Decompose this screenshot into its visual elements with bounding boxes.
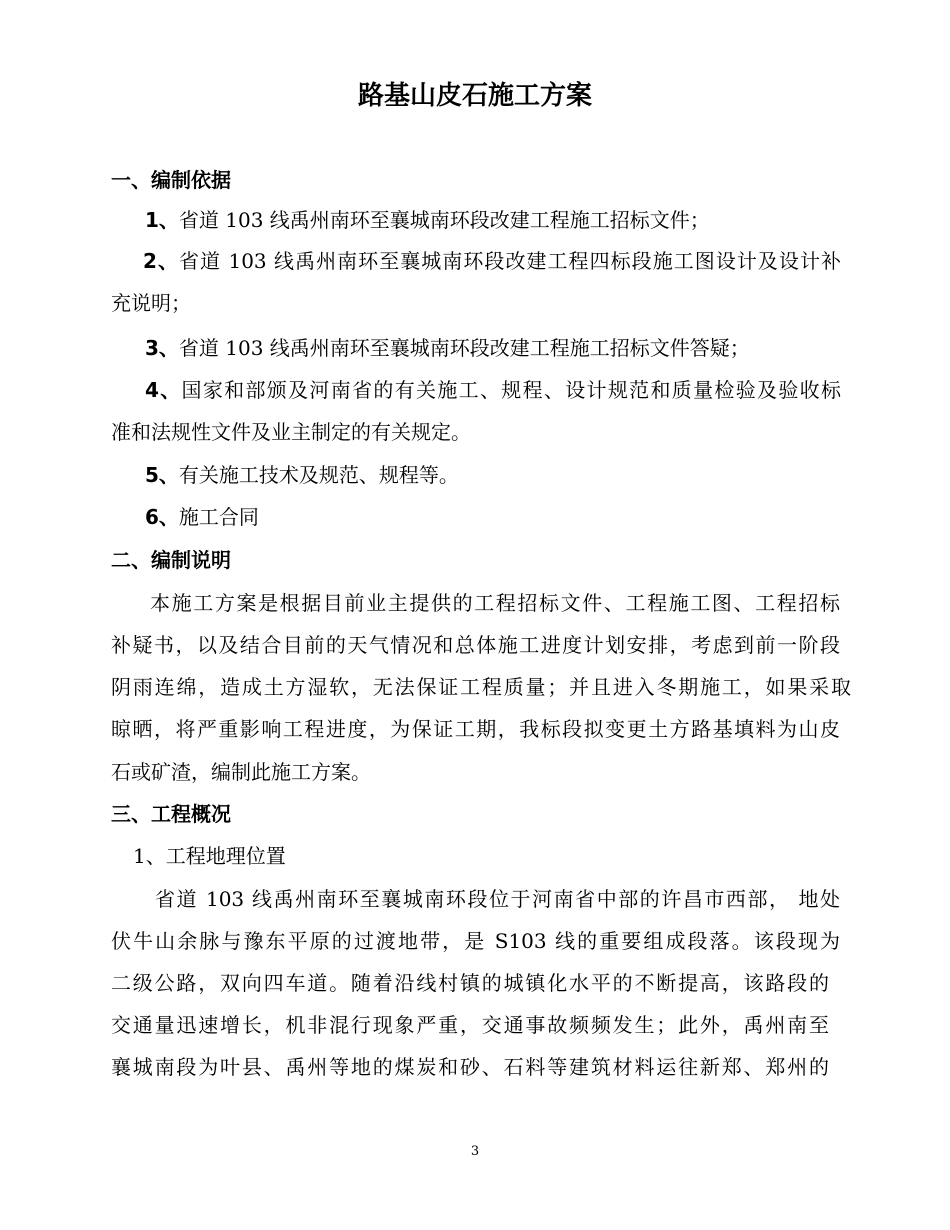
list-item-text: 省道 103 线禹州南环至襄城南环段改建工程四标段施工图设计及设计补 — [179, 249, 842, 273]
paragraph-line: 补疑书，以及结合目前的天气情况和总体施工进度计划安排，考虑到前一阶段 — [111, 633, 840, 657]
paragraph-line: 伏牛山余脉与豫东平原的过渡地带，是 S103 线的重要组成段落。该段现为 — [111, 929, 840, 953]
paragraph-line: 交通量迅速增长，机非混行现象严重，交通事故频频发生；此外，禹州南至 — [111, 1013, 829, 1037]
section-heading-3: 三、工程概况 — [111, 802, 231, 826]
list-item-number: 4、 — [145, 378, 182, 402]
paragraph-line: 襄城南段为叶县、禹州等地的煤炭和砂、石料等建筑材料运往新郑、郑州的 — [111, 1055, 829, 1079]
section-heading-2: 二、编制说明 — [111, 548, 231, 572]
list-item-number: 5、 — [145, 463, 179, 487]
paragraph-line: 省道 103 线禹州南环至襄城南环段位于河南省中部的许昌市西部， 地处 — [155, 887, 840, 911]
list-item-number: 2、 — [143, 249, 179, 273]
subsection-heading: 1、工程地理位置 — [133, 844, 286, 868]
list-item-number: 3、 — [145, 336, 179, 360]
paragraph-line: 石或矿渣，编制此施工方案。 — [111, 760, 371, 784]
document-title: 路基山皮石施工方案 — [357, 81, 592, 111]
page-number: 3 — [470, 1144, 480, 1159]
list-item-6 — [145, 502, 259, 532]
list-item-4 — [145, 375, 841, 405]
list-item-text: 施工合同 — [178, 505, 259, 529]
list-item-text: 有关施工技术及规范、规程等。 — [178, 463, 459, 487]
list-item-2-continuation: 充说明； — [111, 291, 191, 315]
section-heading-1: 一、编制依据 — [111, 168, 231, 192]
paragraph-line: 二级公路，双向四车道。随着沿线村镇的城镇化水平的不断提高，该路段的 — [111, 971, 829, 995]
list-item-text: 省道 103 线禹州南环至襄城南环段改建工程施工招标文件答疑； — [178, 336, 750, 360]
list-item-5 — [145, 460, 459, 490]
list-item-4-continuation: 准和法规性文件及业主制定的有关规定。 — [111, 420, 471, 444]
list-item-text: 国家和部颁及河南省的有关施工、规程、设计规范和质量检验及验收标 — [181, 378, 841, 402]
paragraph-line: 阴雨连绵，造成土方湿软，无法保证工程质量；并且进入冬期施工，如果采取 — [111, 675, 851, 699]
list-item-2 — [143, 246, 841, 276]
paragraph-line: 本施工方案是根据目前业主提供的工程招标文件、工程施工图、工程招标 — [150, 591, 840, 615]
paragraph-line: 晾晒，将严重影响工程进度，为保证工期，我标段拟变更土方路基填料为山皮 — [111, 717, 840, 741]
list-item-number: 6、 — [145, 505, 179, 529]
list-item-3 — [145, 333, 750, 363]
list-item-1 — [145, 205, 710, 235]
list-item-text: 省道 103 线禹州南环至襄城南环段改建工程施工招标文件； — [178, 208, 710, 232]
list-item-number: 1、 — [145, 208, 179, 232]
